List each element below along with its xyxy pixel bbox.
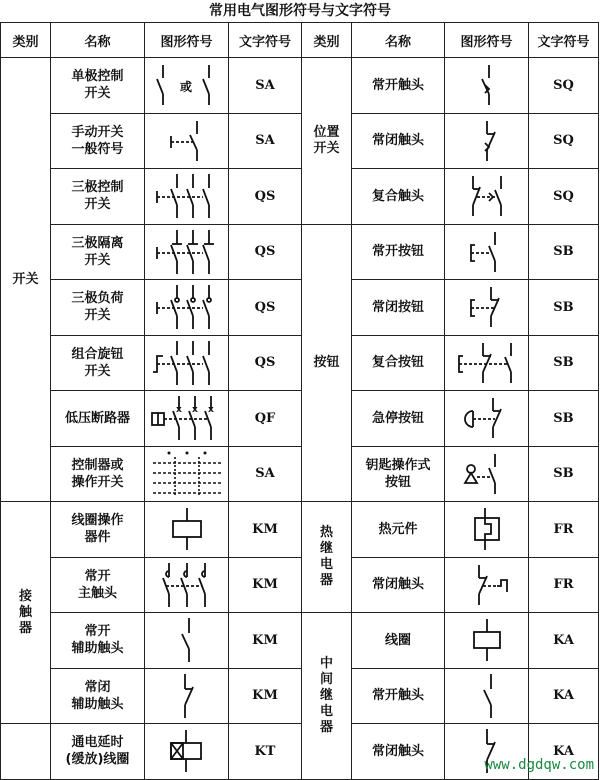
code-cell: SA <box>229 446 302 502</box>
code-cell: KM <box>229 613 302 669</box>
table-row <box>1 113 599 169</box>
name-cell: 常闭触头 <box>352 724 445 780</box>
code-cell: SA <box>229 58 302 114</box>
code-cell: SB <box>529 391 599 447</box>
header-category-right: 类别 <box>302 23 352 58</box>
manual-switch-icon <box>145 113 229 169</box>
code-cell: KM <box>229 668 302 724</box>
no-contact-icon <box>145 613 229 669</box>
or-label: 或 <box>179 80 192 95</box>
table-row <box>1 280 599 336</box>
name-cell: 低压断路器 <box>51 391 145 447</box>
header-symbol: 图形符号 <box>145 23 229 58</box>
delay-coil-icon <box>145 724 229 780</box>
no-button-icon <box>445 224 529 280</box>
code-cell: SQ <box>529 58 599 114</box>
code-cell: FR <box>529 502 599 558</box>
table-row <box>1 391 599 447</box>
code-cell: KA <box>529 613 599 669</box>
thermal-element-icon <box>445 502 529 558</box>
nc-contact-icon <box>145 668 229 724</box>
name-cell: 线圈 <box>352 613 445 669</box>
rotary-switch-icon <box>145 335 229 391</box>
relay-no-icon <box>445 668 529 724</box>
code-cell: SB <box>529 280 599 336</box>
main-contact-icon <box>145 557 229 613</box>
category-contactor: 接触器 <box>1 502 51 724</box>
three-pole-switch-icon <box>145 169 229 225</box>
isolator-icon <box>145 224 229 280</box>
code-cell: KM <box>229 502 302 558</box>
name-cell: 线圈操作 器件 <box>51 502 145 558</box>
name-cell: 常开 主触头 <box>51 557 145 613</box>
code-cell: QS <box>229 224 302 280</box>
thermal-nc-icon <box>445 557 529 613</box>
code-cell: SB <box>529 224 599 280</box>
name-cell: 三极隔离 开关 <box>51 224 145 280</box>
category-switch: 开关 <box>1 58 51 502</box>
code-cell: SB <box>529 335 599 391</box>
header-category: 类别 <box>1 23 51 58</box>
name-cell: 复合触头 <box>352 169 445 225</box>
name-cell: 热元件 <box>352 502 445 558</box>
name-cell: 手动开关 一般符号 <box>51 113 145 169</box>
page-title: 常用电气图形符号与文字符号 <box>209 3 391 19</box>
table-row <box>1 224 599 280</box>
nc-button-icon <box>445 280 529 336</box>
table-row <box>1 169 599 225</box>
name-cell: 三极负荷 开关 <box>51 280 145 336</box>
category-intermediate-relay: 中间继电器 <box>302 613 352 780</box>
code-cell: KM <box>229 557 302 613</box>
name-cell: 复合按钮 <box>352 335 445 391</box>
name-cell: 常闭按钮 <box>352 280 445 336</box>
composite-button-icon <box>445 335 529 391</box>
watermark: www.dgdqw.com <box>484 757 594 773</box>
svg-text:x: x <box>207 405 214 416</box>
table-row <box>1 502 599 558</box>
code-cell: KA <box>529 668 599 724</box>
code-cell: KT <box>229 724 302 780</box>
svg-text:x: x <box>175 405 182 416</box>
category-button: 按钮 <box>302 224 352 502</box>
table-row <box>1 668 599 724</box>
name-cell: 控制器或 操作开关 <box>51 446 145 502</box>
table-row <box>1 446 599 502</box>
code-cell: SQ <box>529 113 599 169</box>
position-nc-icon <box>445 113 529 169</box>
composite-contact-icon <box>445 169 529 225</box>
code-cell: FR <box>529 557 599 613</box>
estop-icon <box>445 391 529 447</box>
table-row <box>1 613 599 669</box>
category-position-switch: 位置开关 <box>302 58 352 225</box>
header-name-right: 名称 <box>352 23 445 58</box>
key-button-icon <box>445 446 529 502</box>
table-row <box>1 335 599 391</box>
name-cell: 常开触头 <box>352 58 445 114</box>
controller-icon <box>145 446 229 502</box>
code-cell: SA <box>229 113 302 169</box>
name-cell: 钥匙操作式 按钮 <box>352 446 445 502</box>
switch-single-icon <box>145 58 229 114</box>
name-cell: 常开按钮 <box>352 224 445 280</box>
code-cell: QS <box>229 335 302 391</box>
table-row <box>1 58 599 114</box>
name-cell: 通电延时 (缓放)线圈 <box>51 724 145 780</box>
symbol-table <box>0 22 599 780</box>
name-cell: 急停按钮 <box>352 391 445 447</box>
header-symbol-right: 图形符号 <box>445 23 529 58</box>
name-cell: 常开 辅助触头 <box>51 613 145 669</box>
table-header <box>1 23 599 58</box>
name-cell: 三极控制 开关 <box>51 169 145 225</box>
name-cell: 常闭触头 <box>352 113 445 169</box>
code-cell: QS <box>229 169 302 225</box>
code-cell: QF <box>229 391 302 447</box>
header-code: 文字符号 <box>229 23 302 58</box>
relay-coil-icon <box>445 613 529 669</box>
name-cell: 常闭触头 <box>352 557 445 613</box>
position-no-icon <box>445 58 529 114</box>
coil-icon <box>145 502 229 558</box>
name-cell: 组合旋钮 开关 <box>51 335 145 391</box>
code-cell: SB <box>529 446 599 502</box>
svg-text:x: x <box>191 405 198 416</box>
category-thermal-relay: 热继电器 <box>302 502 352 613</box>
load-switch-icon <box>145 280 229 336</box>
category-time-relay <box>1 724 51 780</box>
name-cell: 常闭 辅助触头 <box>51 668 145 724</box>
header-name: 名称 <box>51 23 145 58</box>
breaker-icon <box>145 391 229 447</box>
code-cell: QS <box>229 280 302 336</box>
code-cell: SQ <box>529 169 599 225</box>
table-row <box>1 557 599 613</box>
name-cell: 单极控制 开关 <box>51 58 145 114</box>
name-cell: 常开触头 <box>352 668 445 724</box>
header-code-right: 文字符号 <box>529 23 599 58</box>
code-cell: KA <box>529 724 599 780</box>
